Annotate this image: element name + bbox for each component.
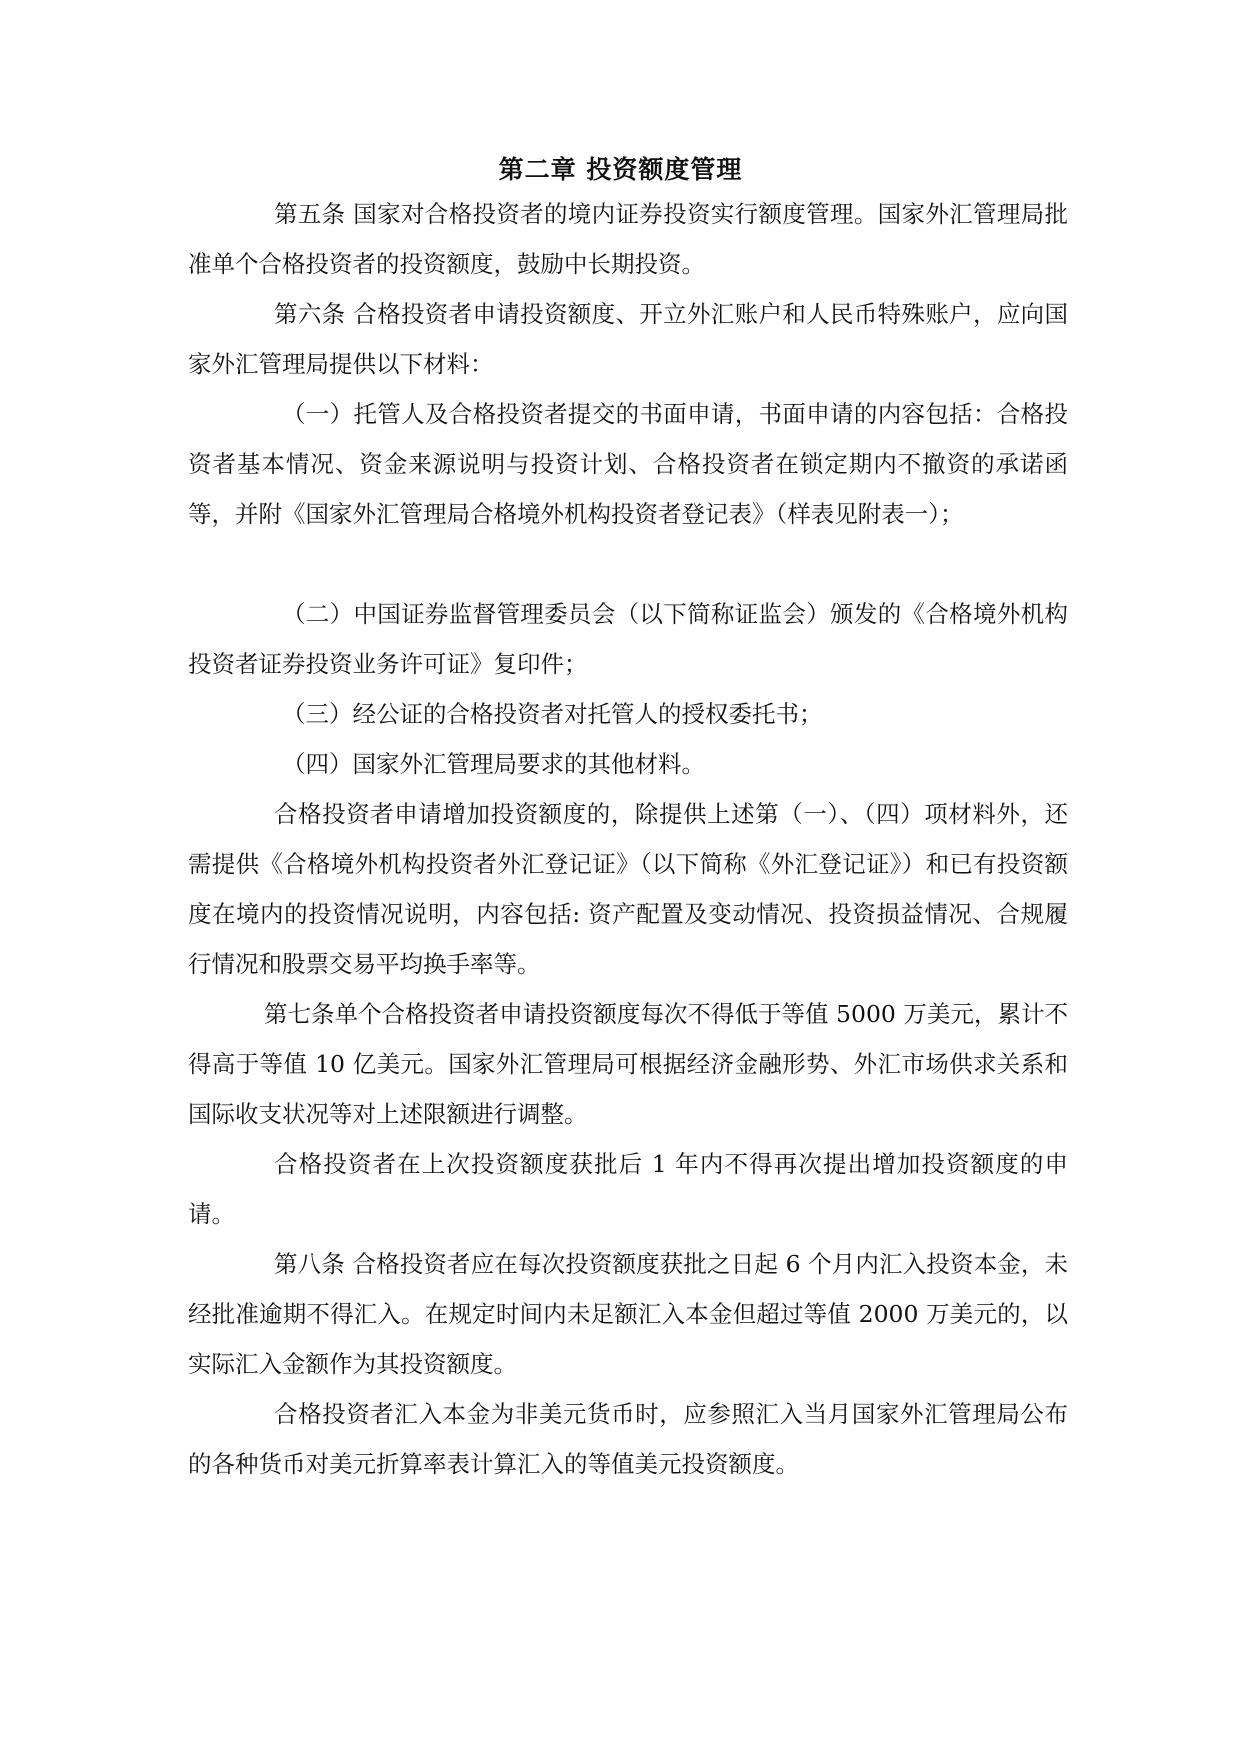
article-5-paragraph: 第五条 国家对合格投资者的境内证券投资实行额度管理。国家外汇管理局批准单个合格投资者的投资额度，鼓励中长期投资。 [188,200,1068,278]
material-item-1: （一）托管人及合格投资者提交的书面申请，书面申请的内容包括：合格投资者基本情况、资金来源说明与投资计划、合格投资者在锁定期内不撤资的承诺函等，并附《国家外汇管理局合格境外机构投资者登记表》（样表见附表一）； [188,400,1068,528]
material-item-3: （三）经公证的合格投资者对托管人的授权委托书； [282,700,830,728]
quota-increase-paragraph: 合格投资者申请增加投资额度的，除提供上述第（一）、（四）项材料外，还需提供《合格境外机构投资者外汇登记证》（以下简称《外汇登记证》）和已有投资额度在境内的投资情况说明，内容包括: 资产配置及变动情况、投资损益情况、合规履行情况和股票交易平均换手率等。 [188,800,1068,978]
material-item-4: （四）国家外汇管理局要求的其他材料。 [282,750,713,778]
reapplication-limit-paragraph: 合格投资者在上次投资额度获批后 1 年内不得再次提出增加投资额度的申请。 [188,1150,1068,1228]
article-6-paragraph: 第六条 合格投资者申请投资额度、开立外汇账户和人民币特殊账户，应向国家外汇管理局提供以下材料： [188,300,1068,378]
material-item-2: （二）中国证券监督管理委员会（以下简称证监会）颁发的《合格境外机构投资者证券投资业务许可证》复印件； [188,600,1068,678]
article-8-paragraph: 第八条 合格投资者应在每次投资额度获批之日起 6 个月内汇入投资本金，未经批准逾期不得汇入。在规定时间内未足额汇入本金但超过等值 2000 万美元的，以实际汇入金额作为其投资额度。 [188,1250,1068,1378]
non-usd-currency-paragraph: 合格投资者汇入本金为非美元货币时，应参照汇入当月国家外汇管理局公布的各种货币对美元折算率表计算汇入的等值美元投资额度。 [188,1400,1068,1478]
chapter-title: 第二章 投资额度管理 [498,155,743,184]
article-7-paragraph: 第七条单个合格投资者申请投资额度每次不得低于等值 5000 万美元，累计不得高于等值 10 亿美元。国家外汇管理局可根据经济金融形势、外汇市场供求关系和国际收支状况等对上述限额进行调整。 [188,1000,1068,1128]
